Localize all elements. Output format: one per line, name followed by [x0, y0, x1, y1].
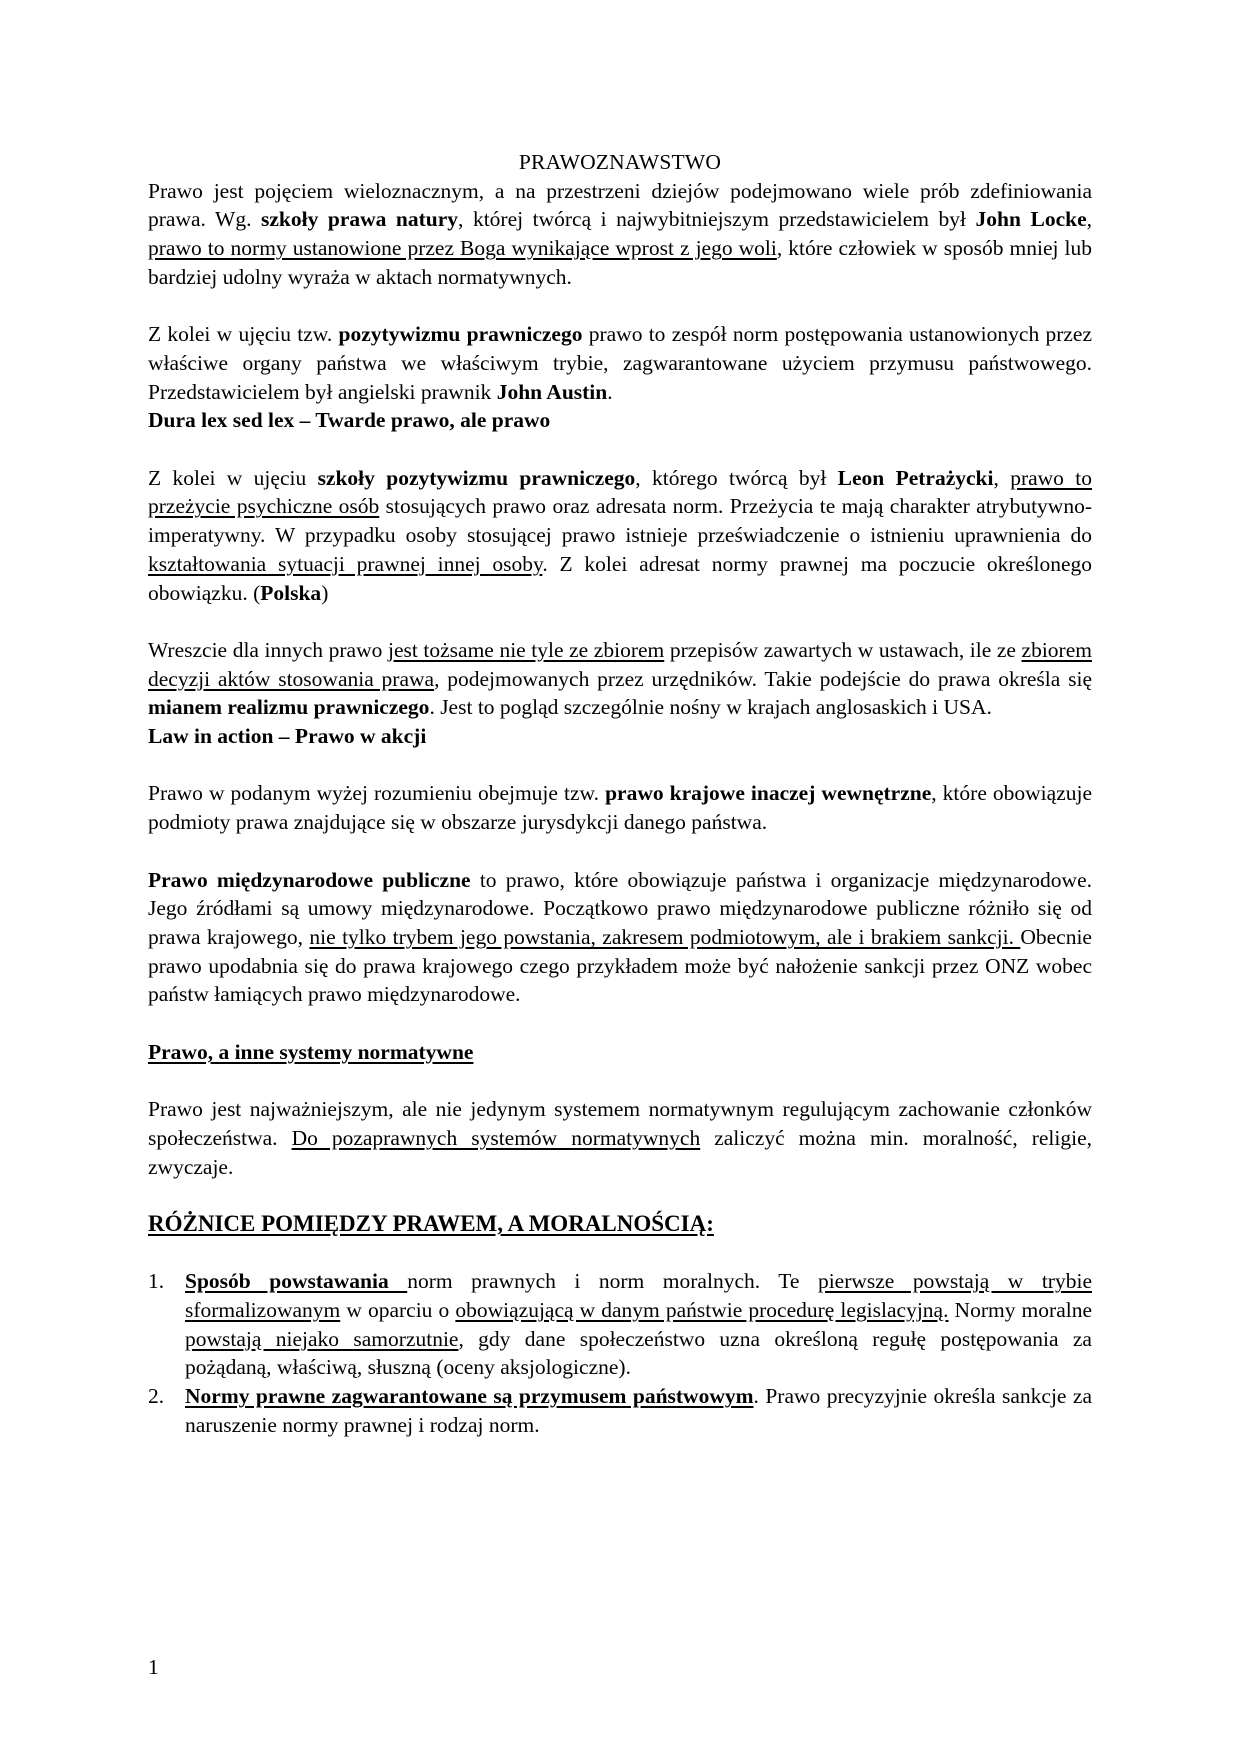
list-number: 1.	[148, 1269, 165, 1294]
underlined-text: powstają niejako samorzutnie	[185, 1326, 459, 1351]
text-run: . Jest to pogląd szczególnie nośny w krajach anglosaskich i USA.	[429, 695, 992, 720]
underlined-text: kształtowania sytuacji prawnej innej osoby	[148, 551, 543, 576]
spacer	[148, 751, 1092, 780]
section-heading-differences: RÓŻNICE POMIĘDZY PRAWEM, A MORALNOŚCIĄ:	[148, 1210, 714, 1236]
underlined-text: obowiązującą w danym państwie procedurę legislacyjną.	[455, 1297, 949, 1322]
text-run: . Z kolei adresat normy prawnej ma poczucie określonego obowiązku. (	[148, 551, 1092, 605]
spacer	[148, 607, 1092, 636]
text-run: Z kolei w ujęciu tzw.	[148, 322, 339, 347]
list-number: 2.	[148, 1384, 165, 1409]
text-run: w oparciu o	[340, 1297, 456, 1322]
bold-text: Leon Petrażycki	[837, 465, 994, 490]
spacer	[148, 435, 1092, 464]
text-run: Wreszcie dla innych prawo	[148, 637, 388, 662]
bold-underlined-text: Sposób powstawania	[185, 1269, 408, 1294]
underlined-text: prawo to normy ustanowione przez Boga wynikające wprost z jego woli	[148, 236, 777, 261]
text-run: , które obowiązuje podmioty prawa znajdujące się w obszarze jurysdykcji danego państwa.	[148, 781, 1093, 835]
text-run: zaliczyć można min. moralność, religie, zwyczaje.	[148, 1125, 1093, 1179]
text-run: )	[321, 580, 329, 605]
text-run: przepisów zawartych w ustawach, ile ze	[664, 637, 1022, 662]
spacer	[148, 1009, 1092, 1038]
underlined-text: zbiorem decyzji aktów stosowania prawa	[148, 637, 1092, 691]
text-run: Prawo jest najważniejszym, ale nie jedynym systemem normatywnym regulującym zachowanie członków społeczeństwa.	[148, 1097, 1092, 1150]
paragraph	[148, 320, 1092, 406]
bold-text: John Austin	[496, 379, 608, 404]
underlined-text: prawo to przeżycie psychiczne osób	[148, 465, 1092, 519]
bold-text: Polska	[260, 580, 322, 605]
body-blocks	[148, 177, 1092, 1210]
underlined-text: nie tylko trybem jego powstania, zakresem podmiotowym, ale i brakiem sankcji.	[309, 924, 1021, 949]
text-run: ,	[993, 465, 1011, 490]
paragraph	[148, 464, 1092, 608]
bold-text: pozytywizmu prawniczego	[338, 322, 583, 347]
text-run: Normy moralne	[948, 1297, 1092, 1322]
bold-text: prawo krajowe inaczej wewnętrzne	[605, 781, 932, 806]
bold-text: John Locke	[975, 207, 1087, 232]
text-run: Prawo w podanym wyżej rozumieniu obejmuje tzw.	[148, 781, 606, 806]
text-run: stosujących prawo oraz adresata norm. Przeżycia te mają charakter atrybutywno-imperatywny. W przypadku osoby stosującej prawo istnieje przeświadczenie o istnieniu uprawnienia do	[148, 494, 1092, 548]
underlined-text: Do pozaprawnych systemów normatywnych	[291, 1125, 701, 1150]
underlined-text: jest tożsame nie tyle ze zbiorem	[387, 637, 665, 662]
text-run: , gdy dane społeczeństwo uzna określoną regułę postępowania za pożądaną, właściwą, słuszną (oceny aksjologiczne).	[185, 1326, 1092, 1380]
differences-list	[148, 1267, 1092, 1439]
text-run: .	[607, 379, 613, 404]
text-run: . Prawo precyzyjnie określa sankcje za naruszenie normy prawnej i rodzaj norm.	[185, 1384, 1092, 1437]
text-run: , którego twórcą był	[635, 465, 838, 490]
text-run: norm prawnych i norm moralnych. Te	[407, 1269, 818, 1294]
text-run: Z kolei w ujęciu	[148, 465, 318, 490]
bold-text: mianem realizmu prawniczego	[148, 695, 430, 720]
bold-underlined-text: Normy prawne zagwarantowane są przymusem państwowym	[185, 1384, 754, 1409]
paragraph	[148, 866, 1092, 1010]
bold-caption: Dura lex sed lex – Twarde prawo, ale prawo	[148, 408, 551, 433]
bold-caption: Law in action – Prawo w akcji	[148, 724, 427, 749]
paragraph	[148, 779, 1092, 836]
text-run: Prawo jest pojęciem wieloznacznym, a na przestrzeni dziejów podejmowano wiele prób zdefiniowania prawa. Wg.	[148, 178, 1092, 232]
difference-item	[148, 1267, 1092, 1382]
underlined-text: pierwsze powstają w trybie sformalizowanym	[185, 1269, 1092, 1322]
text-run: prawo to zespół norm postępowania ustanowionych przez właściwe organy państwa we właściwym trybie, zagwarantowane użyciem przymusu państwowego. Przedstawicielem był angielski prawnik	[148, 322, 1092, 404]
spacer	[148, 1181, 1092, 1210]
text-run: ,	[1086, 207, 1092, 232]
paragraph	[148, 636, 1092, 722]
spacer	[148, 292, 1092, 321]
subsection-heading: Prawo, a inne systemy normatywne	[148, 1039, 474, 1064]
difference-item	[148, 1382, 1092, 1439]
spacer	[148, 1066, 1092, 1095]
spacer	[148, 837, 1092, 866]
paragraph	[148, 1095, 1092, 1181]
text-run: , której twórcą i najwybitniejszym przedstawicielem był	[458, 207, 976, 232]
text-run: , podejmowanych przez urzędników. Takie podejście do prawa określa się	[434, 666, 1092, 691]
paragraph	[148, 177, 1092, 292]
text-run: to prawo, które obowiązuje państwa i organizacje międzynarodowe. Jego źródłami są umowy międzynarodowe. Początkowo prawo międzynarodowe publiczne różniło się od prawa krajowego,	[148, 867, 1092, 949]
page-number: 1	[148, 1655, 159, 1679]
bold-text: szkoły prawa natury	[261, 207, 459, 232]
text-run: , które człowiek w sposób mniej lub bardziej udolny wyraża w aktach normatywnych.	[148, 236, 1092, 289]
spacer	[148, 1239, 1092, 1268]
text-run: Obecnie prawo upodabnia się do prawa krajowego czego przykładem może być nałożenie sankcji przez ONZ wobec państw łamiących prawo międzynarodowe.	[148, 924, 1092, 1007]
page-content	[148, 148, 1092, 1440]
bold-text: szkoły pozytywizmu prawniczego	[317, 465, 636, 490]
document-title: PRAWOZNAWSTWO	[518, 150, 722, 174]
bold-text: Prawo międzynarodowe publiczne	[148, 867, 471, 892]
